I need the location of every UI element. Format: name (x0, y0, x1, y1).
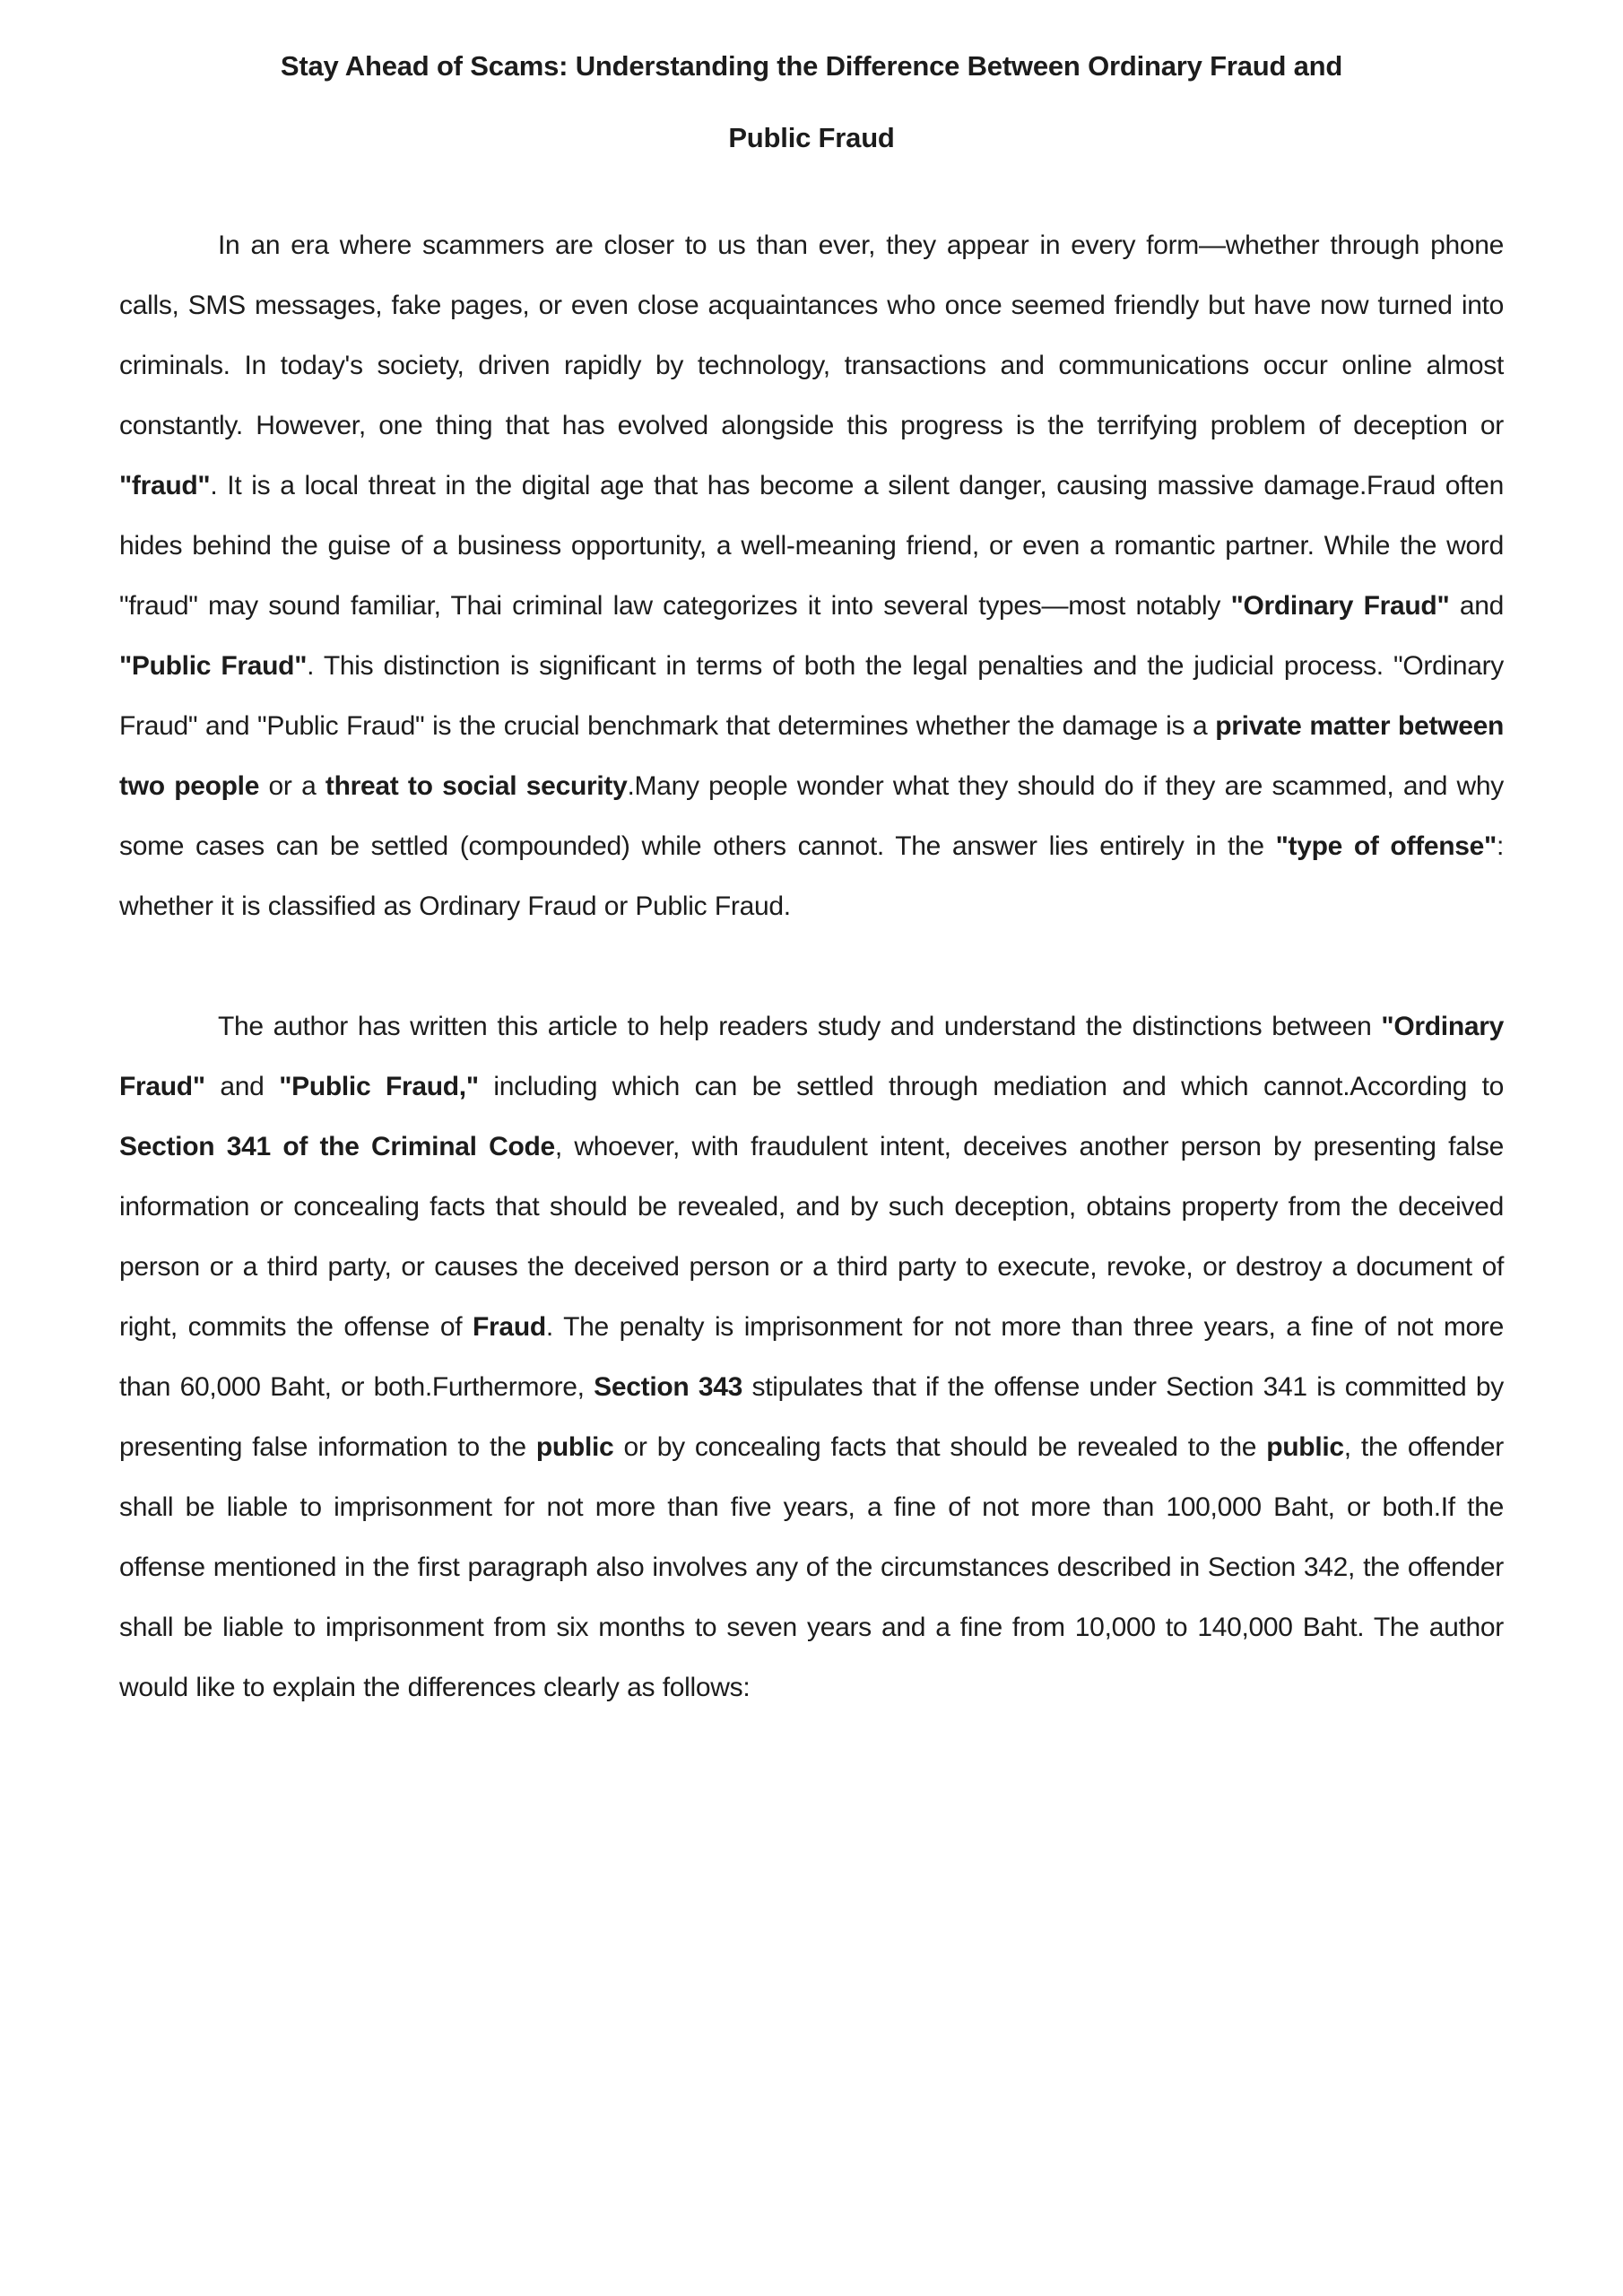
text-run-bold: "fraud" (119, 471, 211, 500)
text-run-bold: "Ordinary Fraud" (119, 1012, 1504, 1101)
document-title-line-1: Stay Ahead of Scams: Understanding the Difference Between Ordinary Fraud and (280, 50, 1343, 82)
text-run: . It is a local threat in the digital age that has become a silent danger, causing massive damage.Fraud often hides behind the guise of a business opportunity, a well-meaning friend, or even a romantic partner. While the word "fraud" may sound familiar, Thai criminal law categorizes it into several types—most notably (119, 471, 1504, 621)
text-run: or by concealing facts that should be revealed to the (613, 1432, 1267, 1462)
text-run: stipulates that if the offense under Section 341 is committed by presenting false information to the (119, 1372, 1504, 1462)
text-run-bold: public (1266, 1432, 1344, 1462)
text-run-bold: private matter between two people (119, 711, 1504, 801)
text-run: : whether it is classified as Ordinary Fraud or Public Fraud. (119, 831, 1504, 921)
text-run-bold: Section 343 (594, 1372, 743, 1402)
text-run: including which can be settled through mediation and which cannot.According to (478, 1072, 1505, 1101)
text-run: .Many people wonder what they should do if they are scammed, and why some cases can be settled (compounded) while others cannot. The answer lies entirely in the (119, 771, 1504, 861)
text-run: In an era where scammers are closer to us than ever, they appear in every form—whether through phone calls, SMS messages, fake pages, or even close acquaintances who once seemed friendly but have now turned into criminals. In today's society, driven rapidly by technology, transactions and communications occur online almost constantly. However, one thing that has evolved alongside this progress is the terrifying problem of deception or (119, 230, 1504, 440)
text-run-bold: threat to social security (325, 771, 628, 801)
paragraph-legal-sections (119, 996, 1504, 1718)
text-run-bold: Fraud (473, 1312, 546, 1342)
text-run: , whoever, with fraudulent intent, deceives another person by presenting false information or concealing facts that should be revealed, and by such deception, obtains property from the deceived person or a third party, or causes the deceived person or a third party to execute, revoke, or destroy a document of right, commits the offense of (119, 1132, 1504, 1342)
text-run: . This distinction is significant in terms of both the legal penalties and the judicial process. "Ordinary Fraud" and "Public Fraud" is the crucial benchmark that determines whether the damage is a (119, 651, 1505, 741)
document-title-line-2: Public Fraud (728, 122, 895, 153)
text-run-bold: "Public Fraud" (119, 651, 308, 681)
text-run-bold: Section 341 of the Criminal Code (119, 1132, 555, 1161)
text-run-bold: "type of offense" (1275, 831, 1497, 861)
text-run-bold: public (535, 1432, 614, 1462)
text-run: , the offender shall be liable to imprisonment for not more than five years, a fine of not more than 100,000 Baht, or both.If the offense mentioned in the first paragraph also involves any of the circumstances described in Section 342, the offender shall be liable to imprisonment from six months to seven years and a fine from 10,000 to 140,000 Baht. The author would like to explain the differences clearly as follows: (119, 1432, 1504, 1702)
text-run: The author has written this article to help readers study and understand the distinctions between (218, 1012, 1382, 1041)
text-run: and (204, 1072, 280, 1101)
paragraph-intro-fraud-overview (119, 215, 1504, 936)
text-run: . The penalty is imprisonment for not more than three years, a fine of not more than 60,000 Baht, or both.Furthermore, (119, 1312, 1504, 1402)
document-title (119, 30, 1504, 174)
text-run: and (1449, 591, 1504, 621)
text-run: or a (259, 771, 325, 801)
text-run-bold: "Ordinary Fraud" (1230, 591, 1450, 621)
text-run-bold: "Public Fraud," (279, 1072, 479, 1101)
